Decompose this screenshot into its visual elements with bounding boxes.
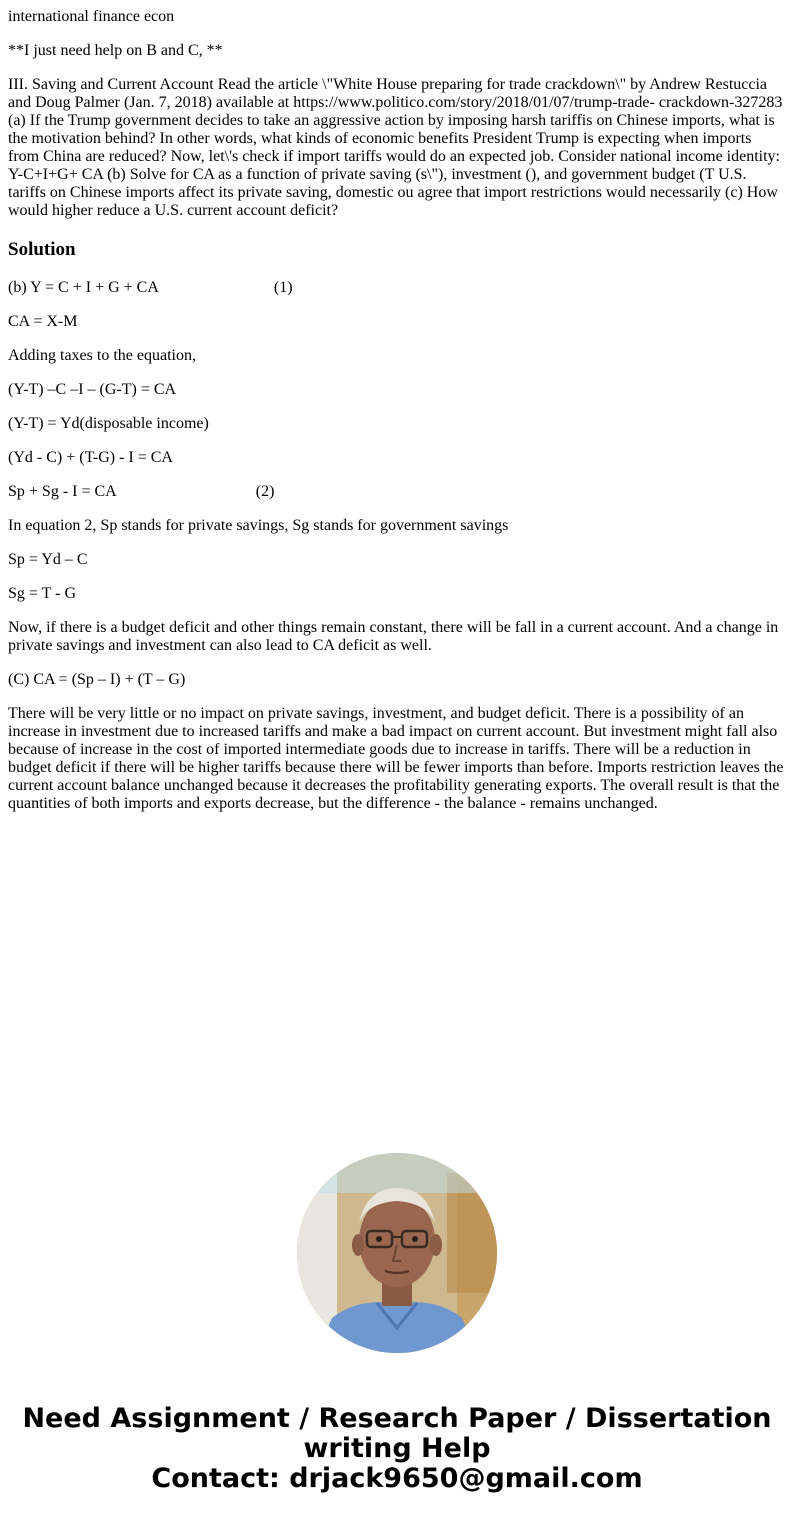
yd-definition: (Y-T) = Yd(disposable income) — [8, 415, 209, 432]
equation-2 — [8, 483, 274, 501]
adding-taxes-text: Adding taxes to the equation, — [8, 347, 196, 364]
author-photo — [297, 1153, 497, 1353]
equation-1-text: (b) Y = C + I + G + CA — [8, 279, 159, 296]
question-title: international finance econ — [8, 8, 175, 25]
advert-line-2: writing Help — [303, 1433, 491, 1464]
author-portrait-image — [297, 1153, 497, 1353]
question-request: **I just need help on B and C, ** — [8, 42, 223, 59]
solution-heading: Solution — [8, 239, 76, 260]
sp-definition: Sp = Yd – C — [8, 551, 88, 568]
advert-line-1: Need Assignment / Research Paper / Dissertation — [22, 1403, 772, 1434]
ca-definition: CA = X-M — [8, 313, 78, 330]
equation-1 — [8, 279, 293, 297]
sg-definition: Sg = T - G — [8, 585, 76, 602]
conclusion-paragraph: There will be very little or no impact on private savings, investment, and budget deficit. There is a possibility of an increase in investment due to increased tariffs and make a bad impact on current account. But investment might fall also because of increase in the cost of imported intermediate goods due to increase in tariffs. There will be a reduction in budget deficit if there will be higher tariffs because there will be fewer imports than before. Imports restriction leaves the current account balance unchanged because it decreases the profitability generating exports. The overall result is that the quantities of both imports and exports decrease, but the difference - the balance - remains unchanged. — [8, 705, 784, 812]
equation-1-number: (1) — [273, 279, 293, 296]
equation-2-explanation: In equation 2, Sp stands for private savings, Sg stands for government savings — [8, 517, 509, 534]
equation-yd: (Yd - C) + (T-G) - I = CA — [8, 449, 173, 466]
equation-taxes: (Y-T) –C –I – (G-T) = CA — [8, 381, 177, 398]
deficit-note: Now, if there is a budget deficit and other things remain constant, there will be fall in a current account. And a change in private savings and investment can also lead to CA deficit as well. — [8, 619, 779, 654]
advert-contact: Contact: drjack9650@gmail.com — [151, 1463, 643, 1494]
equation-c: (C) CA = (Sp – I) + (T – G) — [8, 671, 186, 688]
equation-2-number: (2) — [255, 483, 275, 500]
equation-2-text: Sp + Sg - I = CA — [8, 483, 117, 500]
question-body: III. Saving and Current Account Read the article \"White House preparing for trade crackdown\" by Andrew Restuccia and Doug Palmer (Jan. 7, 2018) available at https://www.politico.com/story/2018/01/07/trump-trade- crackdown-327283 (a) If the Trump government decides to take an aggressive action by imposing harsh tariffis on Chinese imports, what is the motivation behind? In other words, what kinds of economic benefits President Trump is expecting when imports from China are reduced? Now, let\'s check if import tariffs would do an expected job. Consider national income identity: Y-C+I+G+ CA (b) Solve for CA as a function of private saving (s\"), investment (), and government budget (T U.S. tariffs on Chinese imports affect its private saving, domestic ou agree that import restrictions would necessarily (c) How would higher reduce a U.S. current account deficit? — [8, 76, 783, 219]
advert-footer — [0, 1404, 794, 1494]
